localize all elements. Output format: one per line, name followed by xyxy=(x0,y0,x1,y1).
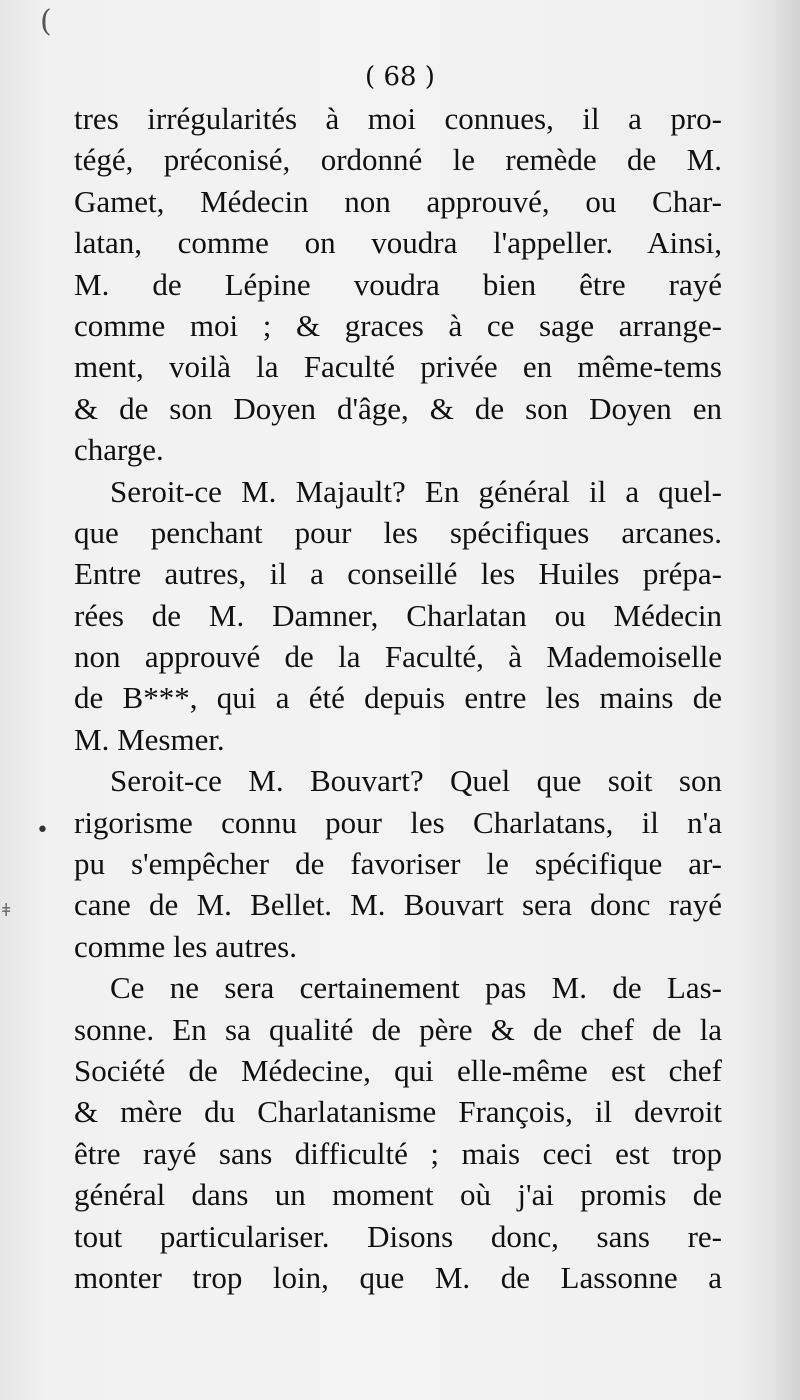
text-line-15: de B***, qui a été depuis entre les mains de xyxy=(74,680,722,716)
page-edge-shadow xyxy=(770,0,800,1400)
text-line-19: pu s'empêcher de favoriser le spécifique ar- xyxy=(74,846,722,882)
body-text xyxy=(74,98,722,1298)
text-line-2: tégé, préconisé, ordonné le remède de M. xyxy=(74,142,722,178)
text-line-25: & mère du Charlatanisme François, il devroit xyxy=(74,1094,722,1130)
text-line-8: & de son Doyen d'âge, & de son Doyen en xyxy=(74,390,722,426)
text-line-1: tres irrégularités à moi connues, il a pro- xyxy=(74,101,722,136)
margin-mark-dot: • xyxy=(36,818,49,843)
text-line-26: être rayé sans difficulté ; mais ceci est trop xyxy=(74,1135,722,1171)
text-line-10: Seroit-ce M. Majault? En général il a quel- xyxy=(110,473,722,509)
text-line-14: non approuvé de la Faculté, à Mademoiselle xyxy=(74,639,722,675)
text-line-9: charge. xyxy=(74,432,164,468)
margin-mark-bracket: ( xyxy=(40,4,52,39)
text-line-16: M. Mesmer. xyxy=(74,721,225,757)
text-line-22: Ce ne sera certainement pas M. de Las- xyxy=(110,970,722,1006)
text-line-6: comme moi ; & graces à ce sage arrange- xyxy=(74,307,722,343)
text-line-27: général dans un moment où j'ai promis de xyxy=(74,1177,722,1213)
text-line-7: ment, voilà la Faculté privée en même-tems xyxy=(74,349,722,385)
text-line-3: Gamet, Médecin non approuvé, ou Char- xyxy=(74,183,722,219)
text-line-4: latan, comme on voudra l'appeller. Ainsi, xyxy=(74,225,722,261)
margin-mark-tick: ǂ xyxy=(2,900,11,921)
text-line-29: monter trop loin, que M. de Lassonne a xyxy=(74,1259,722,1295)
page-number: ( 68 ) xyxy=(365,62,435,92)
text-line-11: que penchant pour les spécifiques arcanes. xyxy=(74,514,722,550)
text-line-21: comme les autres. xyxy=(74,928,297,964)
text-line-24: Société de Médecine, qui elle-même est chef xyxy=(74,1052,722,1088)
text-line-13: rées de M. Damner, Charlatan ou Médecin xyxy=(74,597,722,633)
text-line-18: rigorisme connu pour les Charlatans, il n'a xyxy=(74,804,722,840)
text-line-23: sonne. En sa qualité de père & de chef de la xyxy=(74,1011,722,1047)
text-line-12: Entre autres, il a conseillé les Huiles prépa- xyxy=(74,556,722,592)
text-line-28: tout particulariser. Disons donc, sans re- xyxy=(74,1218,722,1254)
text-line-17: Seroit-ce M. Bouvart? Quel que soit son xyxy=(110,763,722,799)
text-line-20: cane de M. Bellet. M. Bouvart sera donc rayé xyxy=(74,887,722,923)
text-line-5: M. de Lépine voudra bien être rayé xyxy=(74,266,722,302)
